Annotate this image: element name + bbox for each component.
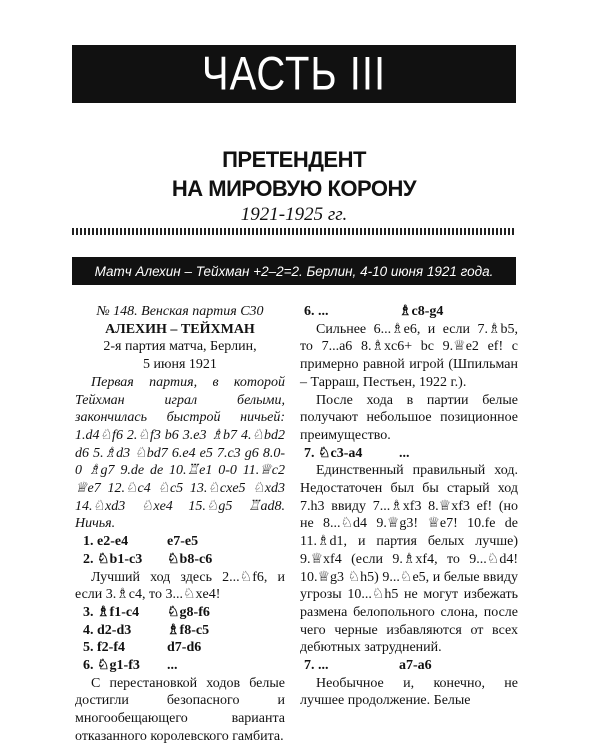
white-move: 5. f2-f4 [83,640,125,656]
move-row [75,533,285,551]
black-move: ... [399,445,410,461]
black-move: ... [167,658,178,674]
black-move: d7-d6 [167,640,202,656]
black-move: ♘g8-f6 [167,604,210,620]
move-row [300,445,518,463]
game-event-line-2: 5 июня 1921 [143,357,217,373]
black-move: e7-e5 [167,534,199,550]
chapter-years: 1921-1925 гг. [240,204,348,225]
move-6b-note: Сильнее 6...♗e6, и если 7.♗b5, то 7...а6 8.♗xc6+ bc 9.♕e2 ef! с примерно равной игрой (Шпильман – Тарраш, Пестьен, 1922 г.). [300,321,518,390]
move-row [300,657,518,675]
black-move: ♗f8-c5 [167,622,210,638]
black-move: ♗c8-g4 [399,304,444,319]
move-row [75,604,285,622]
left-column [75,303,285,746]
white-move: 3. ♗f1-c4 [83,604,140,620]
move-2-note: Лучший ход здесь 2...♘f6, и если 3.♗c4, то 3...♘xe4! [75,569,285,603]
hatched-divider [72,228,516,235]
part-banner [72,45,516,103]
move-7b-note: Необычное и, конечно, не лучшее продолжение. Белые [300,675,518,709]
match-header-bar [72,257,516,285]
move-row [75,639,285,657]
white-move: 7. ♘c3-a4 [304,445,363,461]
white-move: 7. ... [304,658,329,674]
move-row [75,657,285,675]
move-7-note: Единственный правильный ход. Недостаточен был бы старый ход 7.h3 ввиду 7...♗xf3 8.♕xf3 ef! (но не 8...♘d4 9.♕g3! ♕e7! 10.fe de 11.♗d1, и партия белых лучше) 9.♕xf4 (если 9.♗xf4, то 9...♘d4! 10.♕g3 ♘h5) 9...♘e5, и белые ввиду угрозы 10...♘h5 не могут избежать размена белопольного слона, после чего черные избавляются от всех дебютных затруднений. [300,463,518,656]
move-row [300,303,518,321]
white-move: 4. d2-d3 [83,622,132,638]
white-move: 2. ♘b1-c3 [83,551,143,567]
chapter-title-line-2: НА МИРОВУЮ КОРОНУ [171,176,417,201]
black-move: a7-a6 [399,658,432,674]
move-row [75,622,285,640]
black-move: ♘b8-c6 [167,551,213,567]
move-6b-note-2: После хода в партии белые получают небольшое позиционное преимущество. [300,392,518,443]
game-players: АЛЕХИН – ТЕЙХМАН [105,321,255,337]
right-column [300,303,518,710]
game-event-line-1: 2-я партия матча, Берлин, [103,339,257,355]
white-move: 6. ... [304,304,329,319]
move-row [75,551,285,569]
white-move: 6. ♘g1-f3 [83,658,140,674]
move-6-note: С перестановкой ходов белые достигли безопасного и многообещающего варианта отказанного королевского гамбита. [75,675,285,744]
white-move: 1. e2-e4 [83,534,129,550]
game-reference: № 148. Венская партия С30 [96,304,264,319]
intro-note: Первая партия, в которой Тейхман играл белыми, закончилась быстрой ничьей: 1.d4♘f6 2.♘f3 b6 3.e3 ♗b7 4.♘bd2 d6 5.♗d3 ♘bd7 6.e4 e5 7.c3 g6 8.0-0 ♗g7 9.de de 10.♖e1 0-0 11.♕c2 ♕e7 12.♘c4 ♘c5 13.♘cxe5 ♘xd3 14.♘xd3 ♘xe4 15.♘g5 ♖ad8. Ничья. [75,374,285,532]
match-header-text: Матч Алехин – Тейхман +2–2=2. Берлин, 4-10 июня 1921 года. [94,263,494,279]
chapter-title-line-1: ПРЕТЕНДЕНТ [222,147,366,172]
part-title: ЧАСТЬ III [201,47,387,100]
